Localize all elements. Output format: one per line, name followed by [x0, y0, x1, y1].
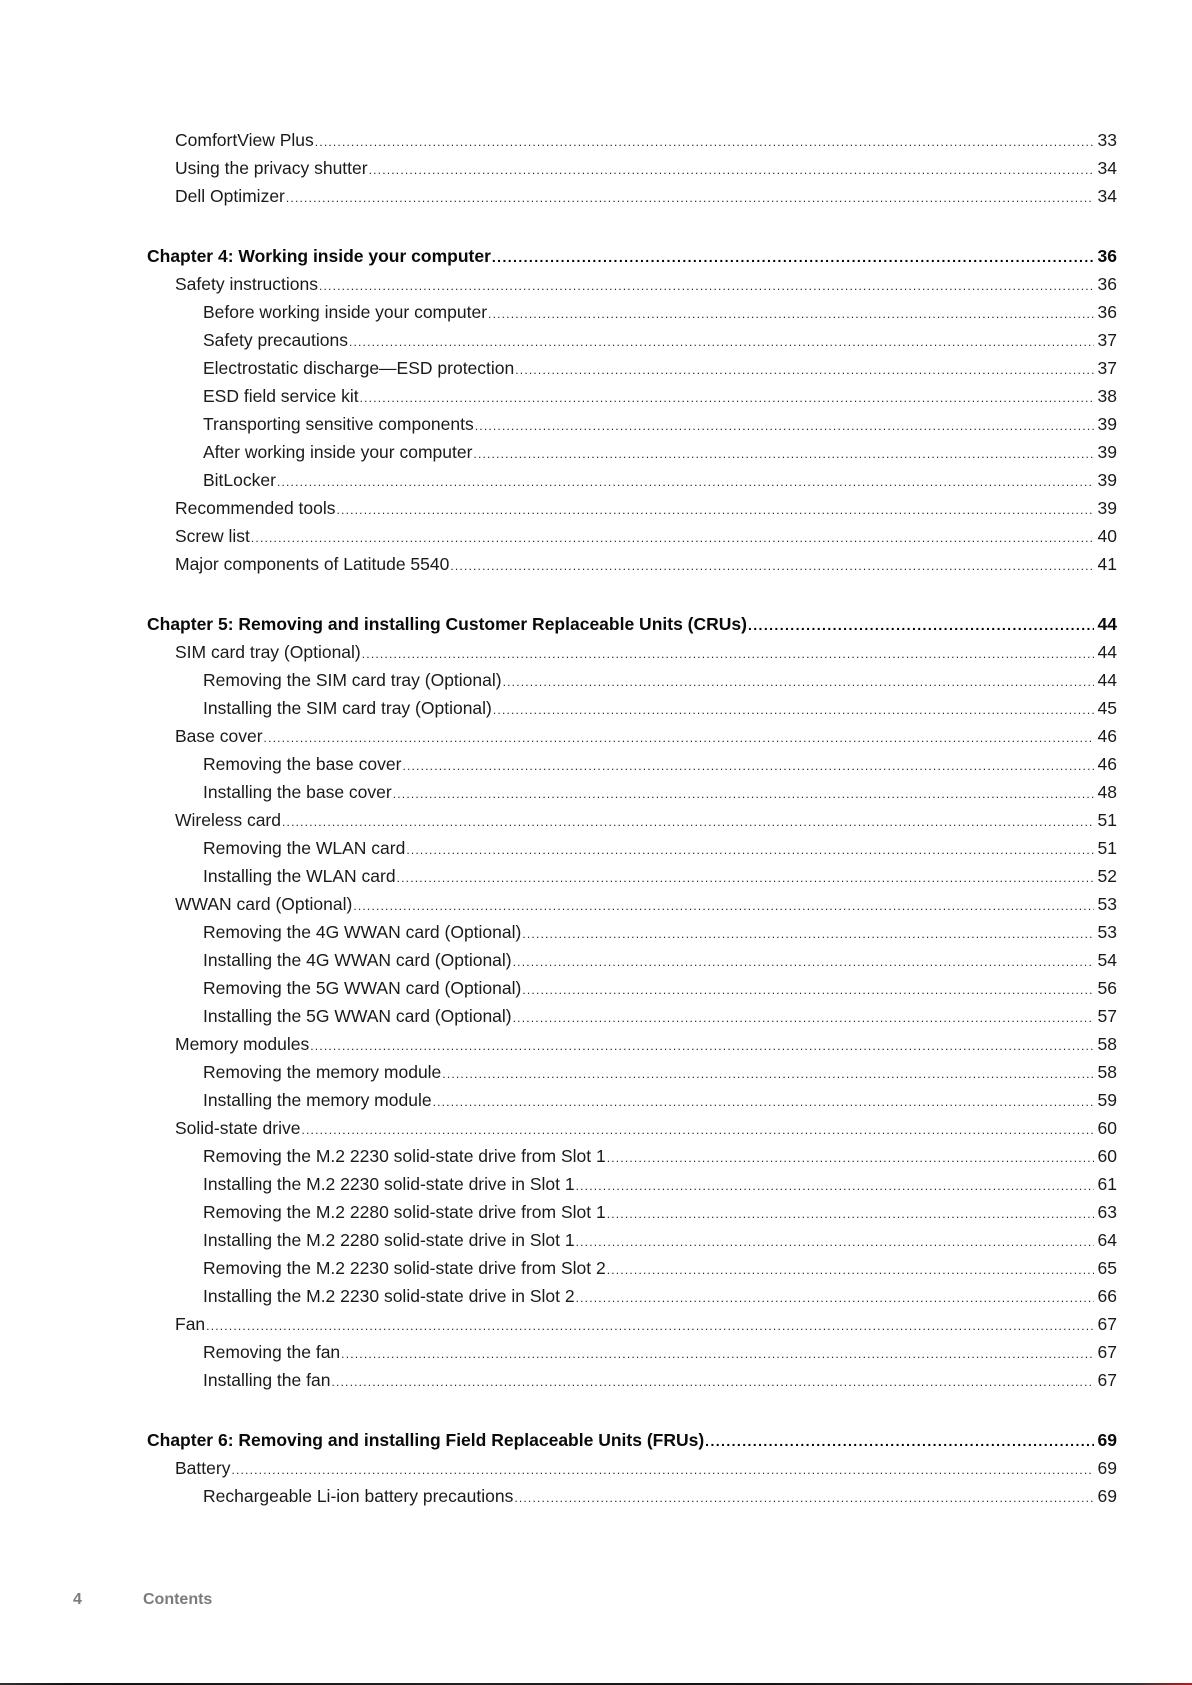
leader-dots	[748, 613, 1094, 637]
leader-dots	[705, 1429, 1094, 1453]
toc-entry-page: 52	[1097, 866, 1117, 886]
leader-dots	[301, 1118, 1094, 1142]
toc-entry[interactable]	[203, 1172, 1117, 1196]
toc-entry[interactable]	[203, 696, 1117, 720]
toc-entry-page: 64	[1097, 1230, 1117, 1250]
toc-entry-label: Removing the M.2 2230 solid-state drive from Slot 1	[203, 1146, 606, 1166]
footer-page-number: 4	[73, 1591, 82, 1608]
toc-entry-label: Transporting sensitive components	[203, 414, 474, 434]
toc-chapter-label: Chapter 4: Working inside your computer	[147, 246, 491, 266]
toc-entry[interactable]	[203, 864, 1117, 888]
toc-entry-label: Removing the M.2 2280 solid-state drive from Slot 1	[203, 1202, 606, 1222]
toc-entry-label: ESD field service kit	[203, 386, 359, 406]
toc-entry-page: 69	[1097, 1486, 1117, 1506]
toc-entry-label: Removing the fan	[203, 1342, 341, 1362]
toc-entry-label: Installing the M.2 2280 solid-state drive in Slot 1	[203, 1230, 575, 1250]
toc-entry-page: 53	[1097, 922, 1117, 942]
toc-entry-label: ComfortView Plus	[175, 130, 314, 150]
toc-entry-label: SIM card tray (Optional)	[175, 642, 361, 662]
toc-entry[interactable]	[175, 524, 1117, 548]
toc-entry-page: 61	[1097, 1174, 1117, 1194]
leader-dots	[576, 1230, 1094, 1254]
toc-entry[interactable]	[175, 184, 1117, 208]
leader-dots	[442, 1062, 1094, 1086]
toc-entry[interactable]	[203, 836, 1117, 860]
toc-entry[interactable]	[203, 668, 1117, 692]
toc-entry-label: Screw list	[175, 526, 250, 546]
toc-entry-page: 53	[1097, 894, 1117, 914]
toc-entry-page: 36	[1097, 302, 1117, 322]
toc-entry-page: 34	[1097, 186, 1117, 206]
toc-entry[interactable]	[203, 1228, 1117, 1252]
toc-entry-page: 58	[1097, 1062, 1117, 1082]
toc-entry-label: Removing the SIM card tray (Optional)	[203, 670, 502, 690]
toc-entry-label: Battery	[175, 1458, 231, 1478]
toc-entry-page: 46	[1097, 726, 1117, 746]
leader-dots	[488, 302, 1094, 326]
toc-entry-label: Solid-state drive	[175, 1118, 301, 1138]
toc-entry-page: 33	[1097, 130, 1117, 150]
leader-dots	[315, 130, 1094, 154]
toc-entry-label: Installing the M.2 2230 solid-state drive in Slot 2	[203, 1286, 575, 1306]
leader-dots	[522, 922, 1094, 946]
toc-entry[interactable]	[203, 1340, 1117, 1364]
leader-dots	[503, 670, 1094, 694]
toc-entry[interactable]	[203, 1368, 1117, 1392]
leader-dots	[393, 782, 1094, 806]
toc-entry[interactable]	[175, 724, 1117, 748]
toc-entry-label: Installing the M.2 2230 solid-state drive in Slot 1	[203, 1174, 575, 1194]
toc-entry-label: Base cover	[175, 726, 263, 746]
leader-dots	[475, 414, 1094, 438]
leader-dots	[492, 245, 1094, 269]
toc-entry-label: Using the privacy shutter	[175, 158, 368, 178]
leader-dots	[450, 554, 1094, 578]
toc-entry[interactable]	[203, 1256, 1117, 1280]
toc-entry-page: 65	[1097, 1258, 1117, 1278]
toc-entry[interactable]	[175, 1032, 1117, 1056]
leader-dots	[513, 1006, 1094, 1030]
leader-dots	[264, 726, 1094, 750]
toc-entry-label: Electrostatic discharge—ESD protection	[203, 358, 515, 378]
leader-dots	[319, 274, 1094, 298]
toc-entry-label: Removing the 4G WWAN card (Optional)	[203, 922, 522, 942]
toc-entry-label: Removing the 5G WWAN card (Optional)	[203, 978, 522, 998]
toc-chapter[interactable]	[147, 244, 1117, 268]
leader-dots	[337, 498, 1095, 522]
toc-entry[interactable]	[175, 496, 1117, 520]
toc-chapter-page: 69	[1097, 1430, 1117, 1450]
toc-entry-page: 66	[1097, 1286, 1117, 1306]
leader-dots	[607, 1202, 1094, 1226]
toc-entry-page: 54	[1097, 950, 1117, 970]
toc-entry-page: 36	[1097, 274, 1117, 294]
footer-section-title: Contents	[143, 1591, 213, 1608]
toc-entry-label: Installing the memory module	[203, 1090, 432, 1110]
toc-entry-page: 45	[1097, 698, 1117, 718]
leader-dots	[206, 1314, 1094, 1338]
toc-entry-label: Before working inside your computer	[203, 302, 488, 322]
toc-chapter-page: 36	[1097, 246, 1117, 266]
toc-entry-label: Removing the base cover	[203, 754, 402, 774]
toc-entry-label: Fan	[175, 1314, 206, 1334]
leader-dots	[397, 866, 1094, 890]
toc-entry[interactable]	[203, 412, 1117, 436]
toc-entry-label: Removing the memory module	[203, 1062, 442, 1082]
toc-entry[interactable]	[203, 1284, 1117, 1308]
toc-entry-label: Safety instructions	[175, 274, 318, 294]
toc-entry-page: 44	[1097, 670, 1117, 690]
toc-entry[interactable]	[175, 156, 1117, 180]
toc-entry-label: WWAN card (Optional)	[175, 894, 353, 914]
toc-entry[interactable]	[203, 920, 1117, 944]
toc-entry[interactable]	[203, 1088, 1117, 1112]
toc-entry-page: 59	[1097, 1090, 1117, 1110]
toc-entry-page: 56	[1097, 978, 1117, 998]
toc-entry-page: 51	[1097, 810, 1117, 830]
toc-entry[interactable]	[203, 780, 1117, 804]
leader-dots	[493, 698, 1094, 722]
toc-entry[interactable]	[203, 948, 1117, 972]
toc-entry-label: Wireless card	[175, 810, 281, 830]
toc-entry-page: 60	[1097, 1118, 1117, 1138]
toc-entry[interactable]	[203, 384, 1117, 408]
leader-dots	[349, 330, 1094, 354]
leader-dots	[251, 526, 1094, 550]
leader-dots	[514, 1486, 1094, 1510]
toc-entry-page: 41	[1097, 554, 1117, 574]
toc-entry-page: 39	[1097, 498, 1117, 518]
toc-entry-label: Installing the fan	[203, 1370, 331, 1390]
toc-entry-page: 40	[1097, 526, 1117, 546]
leader-dots	[282, 810, 1094, 834]
leader-dots	[522, 978, 1094, 1002]
toc-entry-label: Installing the WLAN card	[203, 866, 396, 886]
toc-entry[interactable]	[175, 272, 1117, 296]
toc-entry-page: 48	[1097, 782, 1117, 802]
toc-entry-label: Installing the 4G WWAN card (Optional)	[203, 950, 512, 970]
toc-entry[interactable]	[203, 328, 1117, 352]
leader-dots	[515, 358, 1094, 382]
toc-entry-page: 67	[1097, 1342, 1117, 1362]
toc-entry-label: Rechargeable Li-ion battery precautions	[203, 1486, 514, 1506]
toc-entry-page: 39	[1097, 470, 1117, 490]
toc-entry-label: After working inside your computer	[203, 442, 473, 462]
toc-entry[interactable]	[175, 1312, 1117, 1336]
toc-entry-label: Removing the M.2 2230 solid-state drive from Slot 2	[203, 1258, 606, 1278]
leader-dots	[607, 1146, 1094, 1170]
toc-entry-page: 46	[1097, 754, 1117, 774]
toc-entry-page: 69	[1097, 1458, 1117, 1478]
toc-entry[interactable]	[175, 1456, 1117, 1480]
toc-entry[interactable]	[175, 892, 1117, 916]
toc-chapter-label: Chapter 5: Removing and installing Customer Replaceable Units (CRUs)	[147, 614, 747, 634]
leader-dots	[331, 1370, 1094, 1394]
toc-entry-page: 37	[1097, 358, 1117, 378]
toc-entry-page: 67	[1097, 1370, 1117, 1390]
toc-chapter-label: Chapter 6: Removing and installing Field Replaceable Units (FRUs)	[147, 1430, 705, 1450]
toc-entry-page: 57	[1097, 1006, 1117, 1026]
toc-entry-label: Safety precautions	[203, 330, 348, 350]
toc-entry[interactable]	[203, 1004, 1117, 1028]
toc-entry-page: 37	[1097, 330, 1117, 350]
toc-entry-page: 39	[1097, 442, 1117, 462]
leader-dots	[473, 442, 1094, 466]
leader-dots	[341, 1342, 1094, 1366]
toc-entry-page: 63	[1097, 1202, 1117, 1222]
leader-dots	[360, 386, 1094, 410]
leader-dots	[369, 158, 1094, 182]
leader-dots	[607, 1258, 1094, 1282]
toc-entry-page: 67	[1097, 1314, 1117, 1334]
toc-entry-label: Removing the WLAN card	[203, 838, 406, 858]
toc-entry-label: Dell Optimizer	[175, 186, 285, 206]
toc-chapter[interactable]	[147, 612, 1117, 636]
toc-entry[interactable]	[175, 640, 1117, 664]
leader-dots	[277, 470, 1094, 494]
toc-entry[interactable]	[203, 1484, 1117, 1508]
leader-dots	[353, 894, 1094, 918]
leader-dots	[433, 1090, 1094, 1114]
toc-entry-page: 39	[1097, 414, 1117, 434]
leader-dots	[362, 642, 1094, 666]
toc-entry-label: BitLocker	[203, 470, 276, 490]
toc-entry[interactable]	[203, 752, 1117, 776]
toc-entry-page: 58	[1097, 1034, 1117, 1054]
leader-dots	[402, 754, 1094, 778]
toc-entry-page: 44	[1097, 642, 1117, 662]
leader-dots	[576, 1286, 1094, 1310]
toc-entry-label: Memory modules	[175, 1034, 310, 1054]
toc-entry[interactable]	[175, 1116, 1117, 1140]
toc-entry[interactable]	[203, 1144, 1117, 1168]
leader-dots	[406, 838, 1094, 862]
leader-dots	[286, 186, 1094, 210]
toc-entry[interactable]	[203, 1060, 1117, 1084]
toc-entry-label: Installing the 5G WWAN card (Optional)	[203, 1006, 512, 1026]
toc-entry[interactable]	[203, 468, 1117, 492]
toc-entry[interactable]	[175, 552, 1117, 576]
toc-entry[interactable]	[203, 300, 1117, 324]
toc-entry-label: Recommended tools	[175, 498, 336, 518]
toc-entry-page: 38	[1097, 386, 1117, 406]
toc-entry-label: Installing the SIM card tray (Optional)	[203, 698, 492, 718]
leader-dots	[576, 1174, 1094, 1198]
toc-entry-label: Major components of Latitude 5540	[175, 554, 450, 574]
leader-dots	[513, 950, 1094, 974]
leader-dots	[310, 1034, 1094, 1058]
toc-entry[interactable]	[175, 808, 1117, 832]
toc-entry-label: Installing the base cover	[203, 782, 392, 802]
toc-entry-page: 60	[1097, 1146, 1117, 1166]
toc-entry-page: 34	[1097, 158, 1117, 178]
toc-entry[interactable]	[203, 976, 1117, 1000]
toc-entry[interactable]	[203, 356, 1117, 380]
toc-chapter-page: 44	[1097, 614, 1117, 634]
toc-entry-page: 51	[1097, 838, 1117, 858]
toc-entry[interactable]	[203, 440, 1117, 464]
leader-dots	[231, 1458, 1094, 1482]
toc-entry[interactable]	[203, 1200, 1117, 1224]
toc-entry[interactable]	[175, 128, 1117, 152]
toc-chapter[interactable]	[147, 1428, 1117, 1452]
